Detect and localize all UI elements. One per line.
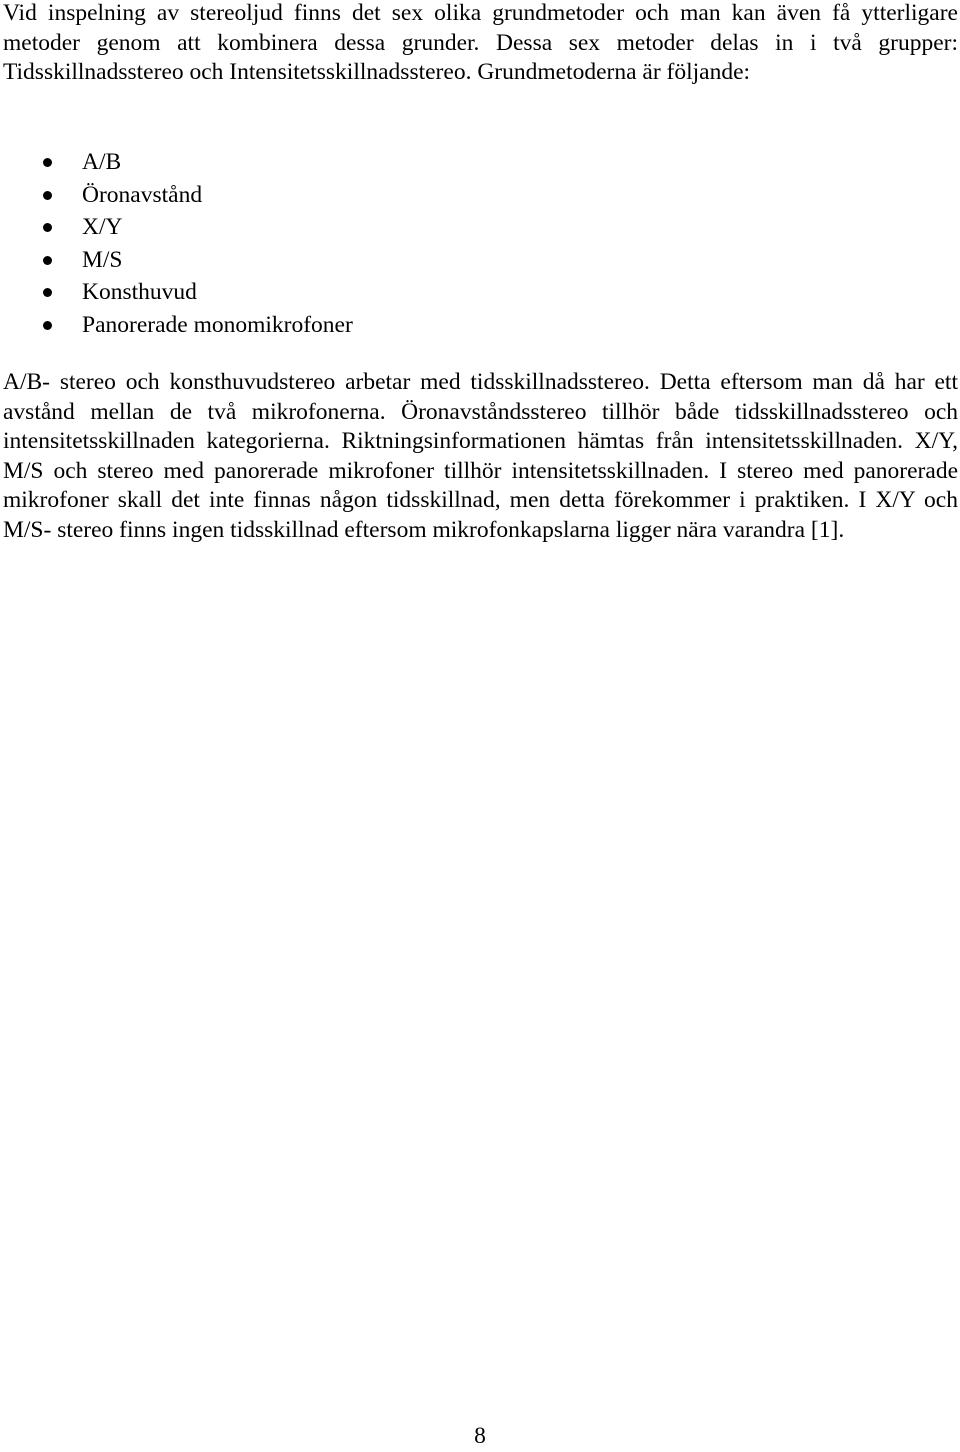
method-label-konsthuvud: Konsthuvud	[82, 279, 197, 306]
method-label-ab: A/B	[82, 149, 122, 175]
bullet-icon	[43, 256, 52, 265]
page-number: 8	[474, 1423, 486, 1449]
method-label-panorerade: Panorerade monomikrofoner	[82, 311, 353, 338]
method-label-oronavstand: Öronavstånd	[82, 181, 203, 208]
intro-paragraph: Vid inspelning av stereoljud finns det sex olika grundmetoder och man kan även få ytterligare metoder genom att kombinera dessa grunder. Dessa sex metoder delas in i två grupper: Tidsskillnadsstereo och Intensitetsskillnadsstereo. Grundmetoderna är följande:	[3, 0, 958, 85]
method-label-xy: X/Y	[82, 214, 123, 241]
bullet-icon	[43, 223, 52, 232]
method-label-ms: M/S	[82, 246, 123, 273]
bullet-icon	[43, 191, 52, 200]
body-paragraph: A/B- stereo och konsthuvudstereo arbetar med tidsskillnadsstereo. Detta eftersom man då har ett avstånd mellan de två mikrofonerna. Öronavståndsstereo tillhör både tidsskillnadsstereo och intensitetsskillnaden kategorierna. Riktningsinformationen hämtas från intensitetsskillnaden. X/Y, M/S och stereo med panorerade mikrofoner tillhör intensitetsskillnaden. I stereo med panorerade mikrofoner skall det inte finnas någon tidsskillnad, men detta förekommer i praktiken. I X/Y och M/S- stereo finns ingen tidsskillnad eftersom mikrofonkapslarna ligger nära varandra [1].	[3, 369, 958, 543]
bullet-icon	[43, 158, 52, 167]
bullet-icon	[43, 288, 52, 297]
bullet-icon	[43, 321, 52, 330]
